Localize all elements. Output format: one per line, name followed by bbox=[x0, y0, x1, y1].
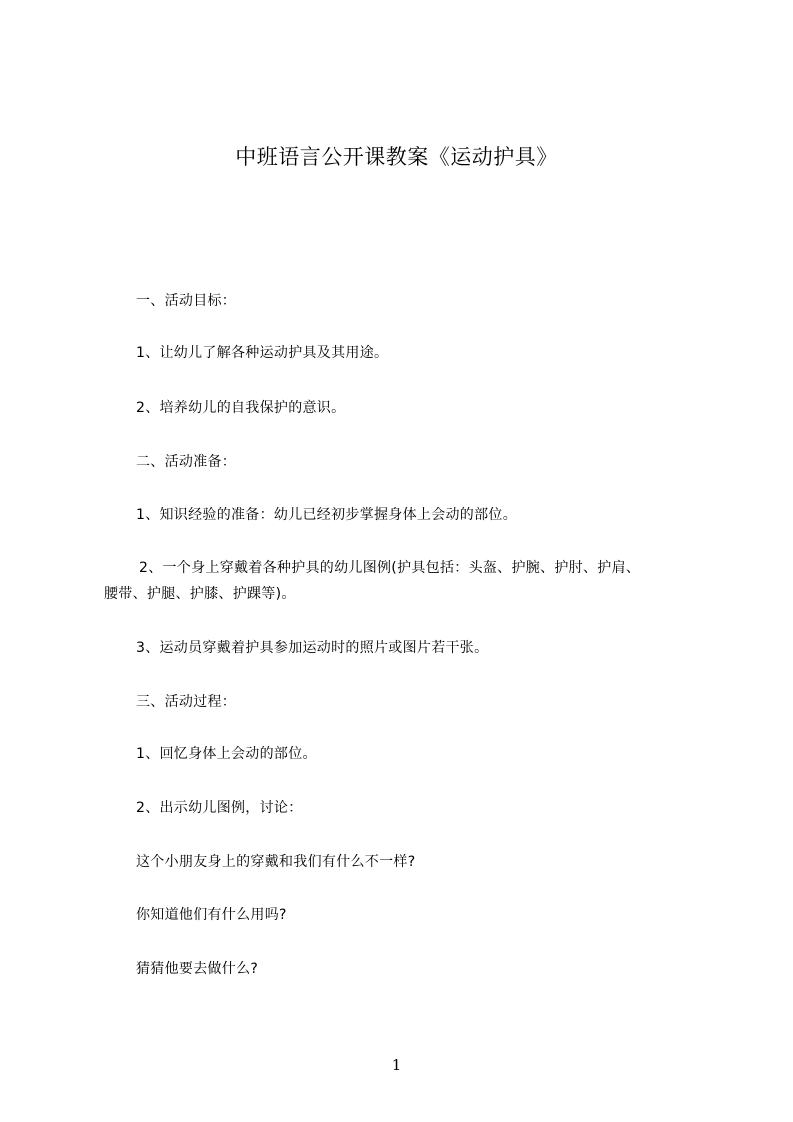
process-item-1: 1、回忆身体上会动的部位。 bbox=[136, 746, 317, 762]
process-item-2: 2、出示幼儿图例，讨论： bbox=[136, 800, 303, 816]
discussion-question-3: 猜猜他要去做什么? bbox=[136, 961, 259, 977]
preparation-item-3: 3、运动员穿戴着护具参加运动时的照片或图片若干张。 bbox=[136, 640, 489, 656]
objective-item-1: 1、让幼儿了解各种运动护具及其用途。 bbox=[136, 345, 389, 361]
section-heading-process: 三、活动过程： bbox=[136, 694, 237, 710]
discussion-question-1: 这个小朋友身上的穿戴和我们有什么不一样? bbox=[136, 854, 416, 870]
section-heading-objectives: 一、活动目标： bbox=[136, 293, 237, 309]
objective-item-2: 2、培养幼儿的自我保护的意识。 bbox=[136, 400, 346, 416]
section-heading-preparation: 二、活动准备： bbox=[136, 454, 237, 470]
document-title: 中班语言公开课教案《运动护具》 bbox=[235, 145, 558, 169]
discussion-question-2: 你知道他们有什么用吗? bbox=[136, 907, 287, 923]
preparation-item-1: 1、知识经验的准备：幼儿已经初步掌握身体上会动的部位。 bbox=[136, 507, 518, 523]
preparation-item-2-line-1: 2、一个身上穿戴着各种护具的幼儿图例(护具包括：头盔、护腕、护肘、护肩、 bbox=[139, 560, 641, 576]
page-number: 1 bbox=[391, 1056, 402, 1074]
preparation-item-2-line-2: 腰带、护腿、护膝、护踝等)。 bbox=[104, 586, 296, 602]
